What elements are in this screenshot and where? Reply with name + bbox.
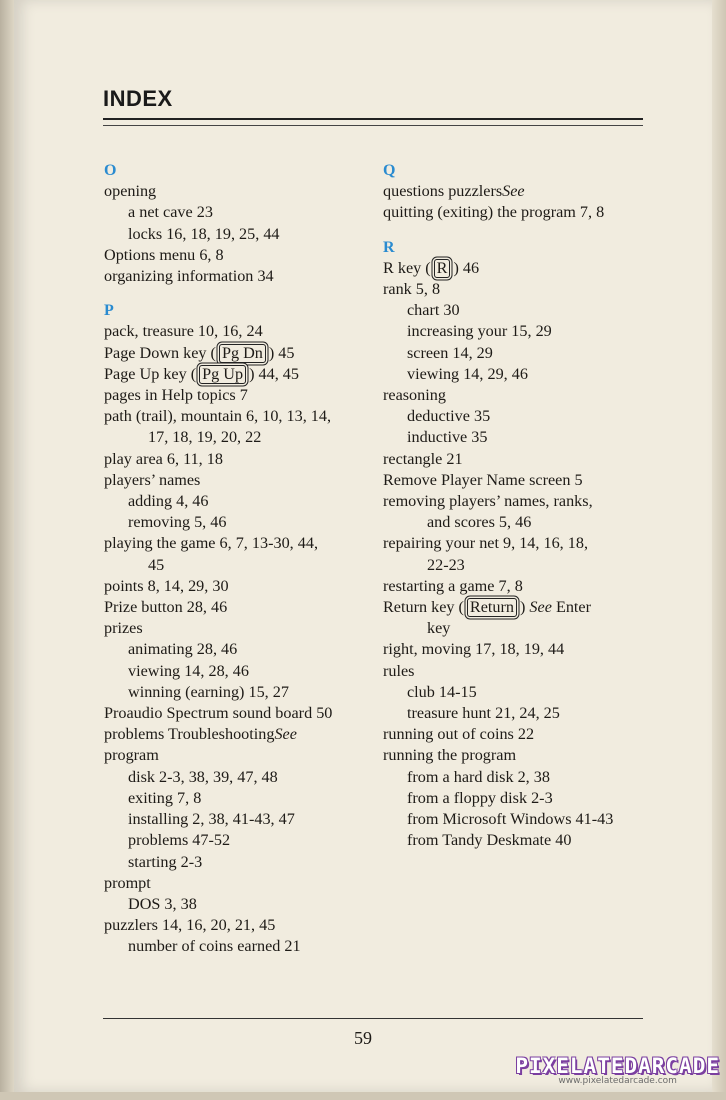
page-title: INDEX [103, 86, 173, 111]
index-subentry: viewing 14, 28, 46 [128, 661, 249, 680]
footer-rule [103, 1018, 643, 1019]
index-subentry: screen 14, 29 [407, 343, 493, 362]
entry-text: ) [519, 598, 530, 617]
index-subentry: deductive 35 [407, 407, 491, 426]
index-subentry: key [427, 619, 451, 638]
index-column-left [104, 160, 374, 958]
index-subentry: locks 16, 18, 19, 25, 44 [128, 224, 280, 243]
section-letter: O [104, 162, 117, 179]
index-subentry: animating 28, 46 [128, 640, 238, 659]
index-entry: repairing your net 9, 14, 16, 18, [383, 534, 588, 553]
index-entry: program [104, 746, 159, 765]
index-entry: pages in Help topics 7 [104, 386, 248, 405]
index-subentry: removing 5, 46 [128, 513, 227, 532]
entry-text: questions [383, 182, 449, 201]
index-entry [104, 724, 374, 745]
index-entry [104, 364, 374, 385]
index-column-right [383, 160, 653, 852]
book-spine-shadow [0, 0, 14, 1100]
entry-text: problems [104, 725, 168, 744]
index-entry: Proaudio Spectrum sound board 50 [104, 704, 333, 723]
watermark-url: www.pixelatedarcade.com [558, 1076, 677, 1086]
index-entry: Options menu 6, 8 [104, 245, 224, 264]
section-letter: Q [383, 162, 396, 179]
index-entry: puzzlers 14, 16, 20, 21, 45 [104, 916, 276, 935]
keycap: Return [467, 598, 517, 617]
index-entry: running the program [383, 746, 517, 765]
see-reference: See [529, 598, 552, 617]
page-edge [712, 0, 726, 1100]
index-entry [383, 597, 653, 618]
index-subentry: increasing your 15, 29 [407, 322, 552, 341]
index-entry: Remove Player Name screen 5 [383, 470, 583, 489]
index-entry: running out of coins 22 [383, 725, 535, 744]
index-subentry: 22-23 [427, 555, 465, 574]
watermark-logo: PIXELATEDARCADE [515, 1054, 720, 1078]
index-entry: quitting (exiting) the program 7, 8 [383, 203, 605, 222]
index-subentry: and scores 5, 46 [427, 513, 532, 532]
index-subentry: from a hard disk 2, 38 [407, 767, 550, 786]
page-number: 59 [354, 1028, 372, 1048]
index-subentry: from Microsoft Windows 41-43 [407, 810, 614, 829]
index-subentry: starting 2-3 [128, 852, 203, 871]
header-rule-thin [103, 125, 643, 126]
index-entry [383, 181, 653, 202]
index-entry: opening [104, 182, 157, 201]
see-reference: See [502, 182, 525, 201]
index-subentry: winning (earning) 15, 27 [128, 682, 289, 701]
index-subentry: disk 2-3, 38, 39, 47, 48 [128, 767, 278, 786]
index-entry [383, 258, 653, 279]
index-entry: removing players’ names, ranks, [383, 492, 593, 511]
index-subentry: 17, 18, 19, 20, 22 [148, 428, 262, 447]
section-letter: P [104, 302, 114, 320]
index-subentry: inductive 35 [407, 428, 488, 447]
index-subentry: from a floppy disk 2-3 [407, 788, 553, 807]
entry-text: Page Up key ( [104, 364, 197, 383]
index-subentry: viewing 14, 29, 46 [407, 364, 528, 383]
entry-text: ) 45 [268, 343, 295, 362]
index-entry: Prize button 28, 46 [104, 598, 228, 617]
index-entry: rectangle 21 [383, 449, 463, 468]
index-entry: right, moving 17, 18, 19, 44 [383, 640, 565, 659]
index-subentry: exiting 7, 8 [128, 788, 202, 807]
entry-text: puzzlers [448, 182, 503, 201]
watermark [515, 1054, 720, 1086]
index-subentry: treasure hunt 21, 24, 25 [407, 704, 560, 723]
page-bottom-edge [0, 1092, 726, 1100]
keycap: Pg Dn [219, 344, 266, 363]
index-entry: pack, treasure 10, 16, 24 [104, 322, 263, 341]
entry-text: ) 44, 45 [249, 364, 299, 383]
entry-text: Page Down key ( [104, 343, 216, 362]
index-entry: rules [383, 661, 415, 680]
section-letter: R [383, 238, 395, 256]
index-entry: points 8, 14, 29, 30 [104, 576, 229, 595]
index-entry: restarting a game 7, 8 [383, 576, 523, 595]
index-entry [104, 343, 374, 364]
header-rule-thick [103, 118, 643, 120]
index-subentry: chart 30 [407, 301, 460, 320]
index-entry: organizing information 34 [104, 267, 274, 286]
entry-text: Enter [551, 598, 591, 617]
index-entry: path (trail), mountain 6, 10, 13, 14, [104, 407, 332, 426]
index-entry: players’ names [104, 470, 201, 489]
index-entry: playing the game 6, 7, 13-30, 44, [104, 534, 318, 553]
section-gap [104, 287, 374, 300]
index-subentry: 45 [148, 555, 165, 574]
entry-text: ) 46 [453, 258, 480, 277]
index-subentry: problems 47-52 [128, 831, 231, 850]
index-subentry: DOS 3, 38 [128, 894, 197, 913]
index-entry: prompt [104, 873, 151, 892]
index-subentry: number of coins earned 21 [128, 937, 301, 956]
index-subentry: from Tandy Deskmate 40 [407, 831, 572, 850]
index-entry: reasoning [383, 386, 446, 405]
index-entry: play area 6, 11, 18 [104, 449, 223, 468]
index-entry: prizes [104, 619, 143, 638]
index-subentry: a net cave 23 [128, 203, 213, 222]
index-entry: rank 5, 8 [383, 280, 441, 299]
index-subentry: adding 4, 46 [128, 492, 209, 511]
entry-text: Troubleshooting [168, 725, 275, 744]
see-reference: See [274, 725, 297, 744]
keycap: Pg Up [199, 365, 246, 384]
entry-text: R key ( [383, 258, 431, 277]
section-gap [383, 224, 653, 237]
index-subentry: installing 2, 38, 41-43, 47 [128, 810, 295, 829]
entry-text: Return key ( [383, 598, 464, 617]
index-subentry: club 14-15 [407, 682, 477, 701]
keycap: R [434, 259, 451, 278]
